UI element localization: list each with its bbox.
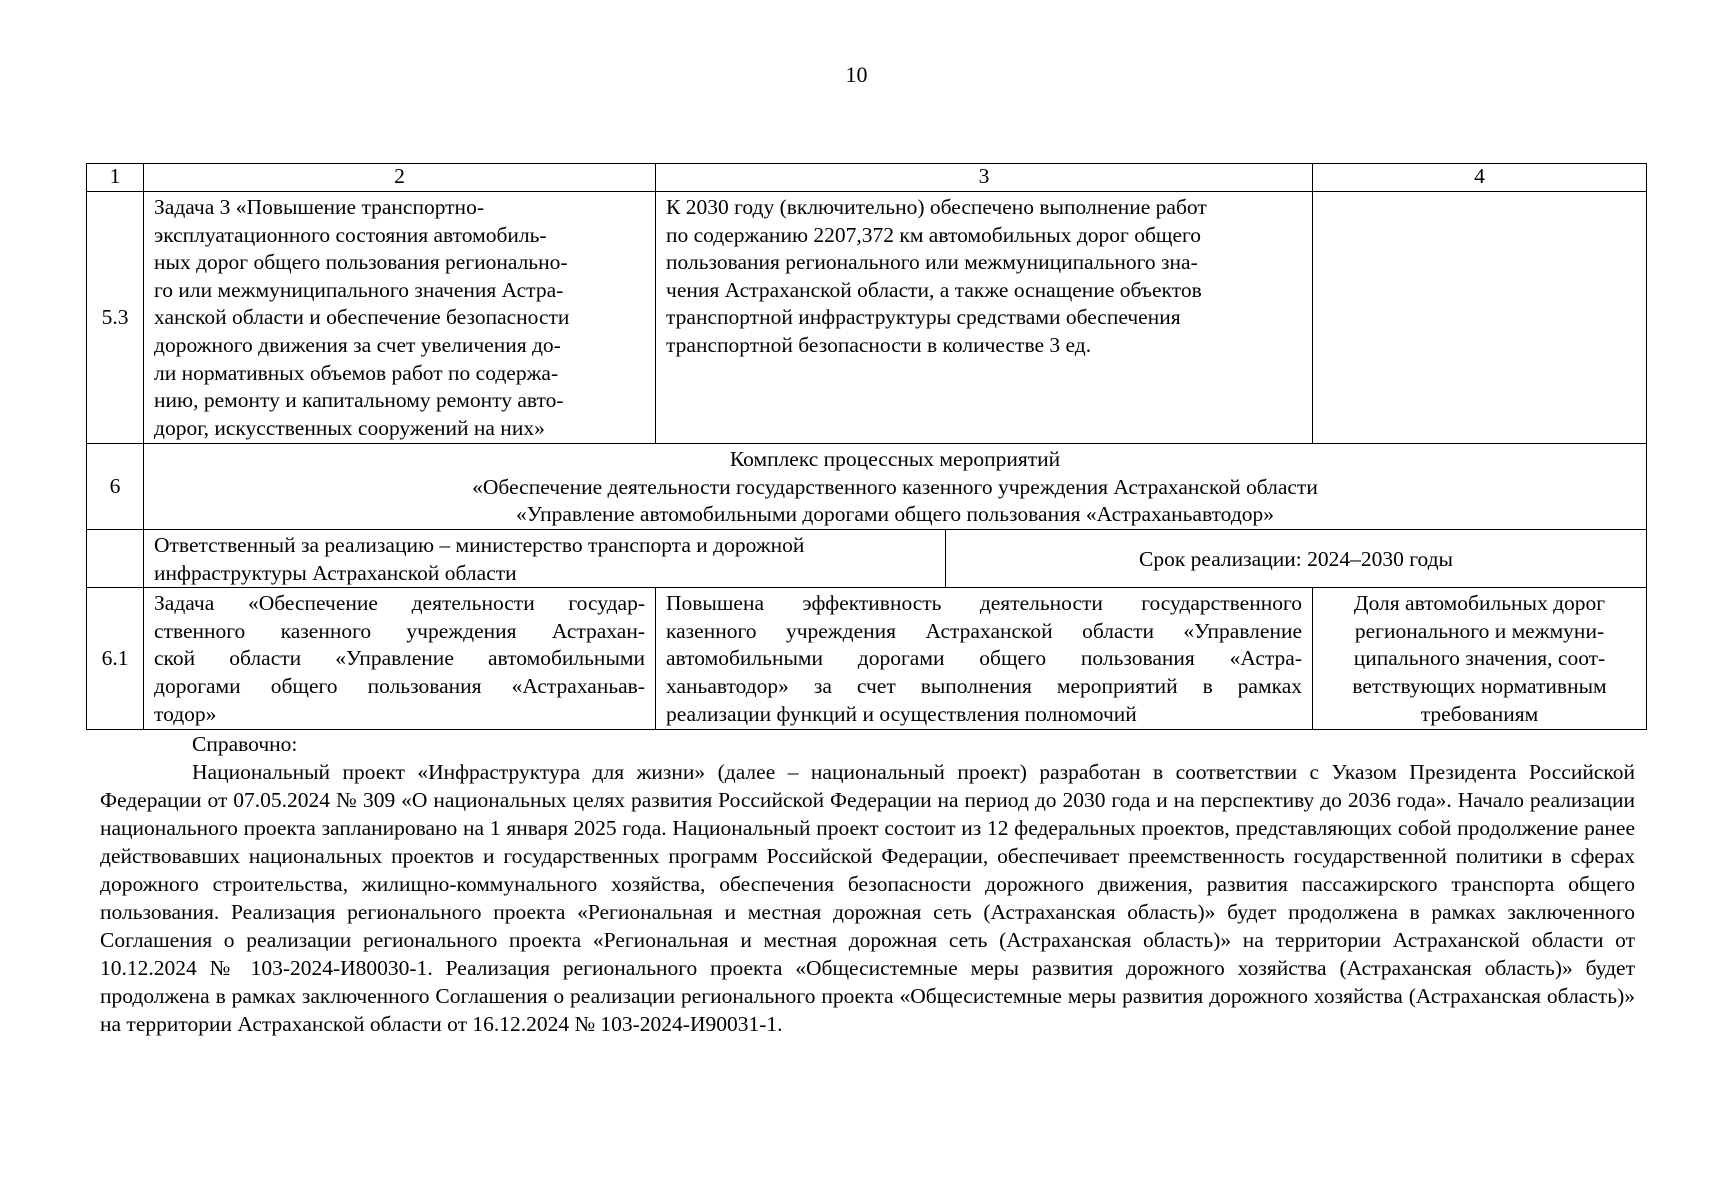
responsible-line: инфраструктуры Астраханской области — [154, 560, 517, 585]
result-line: по содержанию 2207,372 км автомобильных дорог общего — [666, 222, 1202, 247]
result-line: ханьавтодор» за счет выполнения мероприятий в рамках — [666, 673, 1302, 698]
task-cell — [144, 588, 656, 730]
result-line: транспортной безопасности в количестве 3 ед. — [666, 332, 1092, 357]
task-line: Задача «Обеспечение деятельности государ- — [154, 591, 645, 616]
result-line: автомобильными дорогами общего пользования «Астра- — [666, 646, 1302, 671]
process-title-line: Комплекс процессных мероприятий — [729, 447, 1061, 472]
row-number: 6.1 — [87, 588, 144, 730]
task-line: ных дорог общего пользования регионально- — [154, 250, 568, 275]
table-row-6 — [87, 444, 1647, 530]
task-line: го или межмуниципального значения Астра- — [154, 277, 564, 302]
indicator-line: требованиям — [1420, 701, 1539, 726]
indicator-line: ципального значения, соот- — [1353, 646, 1606, 671]
task-line: Задача 3 «Повышение транспортно- — [154, 195, 484, 219]
task-line: нию, ремонту и капитальному ремонту авто- — [154, 388, 564, 413]
process-title-line: «Обеспечение деятельности государственного казенного учреждения Астраханской области — [472, 474, 1318, 499]
row-number: 6 — [87, 444, 144, 530]
header-cell-2: 2 — [144, 164, 656, 192]
page-number: 10 — [845, 62, 868, 87]
indicator-cell — [1313, 588, 1647, 730]
result-line: чения Астраханской области, а также оснащение объектов — [666, 277, 1202, 302]
result-line: реализации функций и осуществления полномочий — [666, 701, 1137, 726]
task-cell — [144, 192, 656, 444]
table-header-row — [87, 164, 1647, 192]
result-line: транспортной инфраструктуры средствами обеспечения — [666, 305, 1181, 330]
process-title-line: «Управление автомобильными дорогами общего пользования «Астраханьавтодор» — [515, 502, 1275, 527]
task-line: ли нормативных объемов работ по содержа- — [154, 360, 559, 385]
task-line: тодор» — [154, 701, 217, 726]
table-row-6-1 — [87, 588, 1647, 730]
reference-notes — [100, 730, 1635, 1038]
task-line: дорожного движения за счет увеличения до- — [154, 332, 561, 357]
header-cell-4: 4 — [1313, 164, 1647, 192]
result-line: пользования регионального или межмуниципального зна- — [666, 250, 1198, 275]
result-line: К 2030 году (включительно) обеспечено выполнение работ — [666, 195, 1207, 219]
task-line: дорогами общего пользования «Астраханьав- — [154, 673, 645, 698]
task-line: ханской области и обеспечение безопасности — [154, 305, 570, 330]
header-cell-3: 3 — [656, 164, 1313, 192]
row-number-empty — [87, 530, 144, 588]
task-line: ственного казенного учреждения Астрахан- — [154, 618, 645, 643]
row-number: 5.3 — [87, 192, 144, 444]
objectives-table — [86, 163, 1647, 730]
implementation-term: Срок реализации: 2024–2030 годы — [946, 530, 1647, 588]
notes-paragraph: Национальный проект «Инфраструктура для жизни» (далее – национальный проект) разработан в соответствии с Указом Президента Российской Федерации от 07.05.2024 № 309 «О национальных целях развития Российской Федерации на период до 2030 года и на перспективу до 2036 года». Начало реализации национального проекта запланировано на 1 января 2025 года. Национальный проект состоит из 12 федеральных проектов, представляющих собой продолжение ранее действовавших национальных проектов и государственных программ Российской Федерации, обеспечивает преемственность государственной политики в сферах дорожного строительства, жилищно-коммунального хозяйства, обеспечения безопасности дорожного движения, развития пассажирского транспорта общего пользования. Реализация регионального проекта «Региональная и местная дорожная сеть (Астраханская область)» будет продолжена в рамках заключенного Соглашения о реализации регионального проекта «Региональная и местная дорожная сеть (Астраханская область)» на территории Астраханской области от 10.12.2024 № 103-2024-И80030-1. Реализация регионального проекта «Общесистемные меры развития дорожного хозяйства (Астраханская область)» будет продолжена в рамках заключенного Соглашения о реализации регионального проекта «Общесистемные меры развития дорожного хозяйства (Астраханская область)» на территории Астраханской области от 16.12.2024 № 103-2024-И90031-1. — [100, 760, 1635, 1036]
result-line: Повышена эффективность деятельности государственного — [666, 591, 1302, 616]
table-row-responsible — [87, 530, 1647, 588]
result-line: казенного учреждения Астраханской области «Управление — [666, 618, 1302, 643]
responsible-cell — [144, 530, 946, 588]
indicator-line: регионального и межмуни- — [1354, 618, 1605, 643]
header-cell-1: 1 — [87, 164, 144, 192]
responsible-line: Ответственный за реализацию – министерство транспорта и дорожной — [154, 533, 805, 557]
result-cell — [656, 192, 1313, 444]
indicator-cell — [1313, 192, 1647, 444]
indicator-line: Доля автомобильных дорог — [1353, 591, 1606, 616]
indicator-line: ветствующих нормативным — [1352, 673, 1607, 698]
process-complex-title — [144, 444, 1647, 530]
task-line: эксплуатационного состояния автомобиль- — [154, 222, 547, 247]
task-line: дорог, искусственных сооружений на них» — [154, 415, 545, 440]
table-row-5-3 — [87, 192, 1647, 444]
task-line: ской области «Управление автомобильными — [154, 646, 645, 671]
result-cell — [656, 588, 1313, 730]
notes-label: Справочно: — [192, 732, 298, 756]
